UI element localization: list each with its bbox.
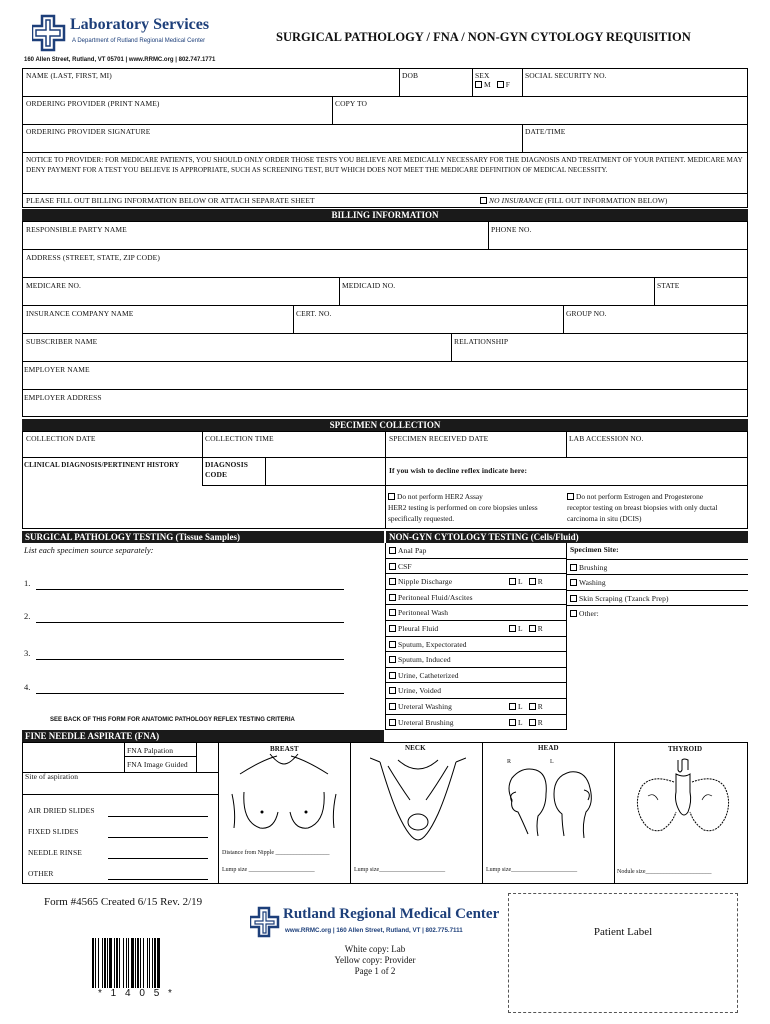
nongyn-checkbox[interactable] <box>389 719 396 726</box>
prep-needle-rinse[interactable]: NEEDLE RINSE <box>28 848 213 862</box>
received-date-label[interactable]: SPECIMEN RECEIVED DATE <box>389 434 489 443</box>
specimen-site-list <box>566 543 748 623</box>
barcode-bar <box>128 938 129 988</box>
nongyn-item[interactable]: Urine, Voided <box>385 683 566 699</box>
fna-image-guided-option[interactable]: FNA Image Guided <box>127 760 188 769</box>
barcode <box>92 938 184 988</box>
left-checkbox[interactable] <box>509 578 516 585</box>
specimen-line-4[interactable]: 4. <box>24 682 354 696</box>
nongyn-checkbox[interactable] <box>389 563 396 570</box>
barcode-bar <box>92 938 94 988</box>
nongyn-checkbox[interactable] <box>389 703 396 710</box>
head-diagram-icon[interactable] <box>488 764 612 844</box>
barcode-bar <box>137 938 139 988</box>
thyroid-label: THYROID <box>668 745 703 753</box>
er-checkbox[interactable] <box>567 493 574 500</box>
datetime-label[interactable]: DATE/TIME <box>525 127 566 136</box>
specimen-site-item[interactable]: Skin Scraping (Tzanck Prep) <box>566 590 748 606</box>
billing-header: BILLING INFORMATION <box>22 209 748 221</box>
yellow-copy: Yellow copy: Provider <box>334 955 416 965</box>
page-title: SURGICAL PATHOLOGY / FNA / NON-GYN CYTOLOGY REQUISITION <box>276 30 691 44</box>
nongyn-list <box>385 543 566 730</box>
nongyn-item[interactable]: Sputum, Induced <box>385 652 566 668</box>
site-checkbox[interactable] <box>570 564 577 571</box>
medicaid-label[interactable]: MEDICAID NO. <box>342 281 396 290</box>
specimen-site-title: Specimen Site: <box>570 545 619 554</box>
barcode-bar <box>107 938 108 988</box>
sex-f-checkbox[interactable] <box>497 81 504 88</box>
copy-distribution <box>300 944 450 977</box>
nongyn-item[interactable]: Ureteral Washing L R <box>385 699 566 715</box>
her2-checkbox[interactable] <box>388 493 395 500</box>
nongyn-checkbox[interactable] <box>389 609 396 616</box>
head-l-label: L <box>550 759 554 765</box>
phone-label[interactable]: PHONE NO. <box>491 225 532 234</box>
form-number: Form #4565 Created 6/15 Rev. 2/19 <box>44 896 203 908</box>
nongyn-item[interactable]: Peritoneal Wash <box>385 605 566 621</box>
name-label[interactable]: NAME (LAST, FIRST, MI) <box>26 71 112 80</box>
nongyn-item[interactable]: Anal Pap <box>385 543 566 559</box>
subscriber-label[interactable]: SUBSCRIBER NAME <box>26 337 98 346</box>
header-logo <box>20 12 250 56</box>
barcode-bar <box>119 938 120 988</box>
billing-block <box>22 221 748 417</box>
barcode-bar <box>123 938 124 988</box>
site-checkbox[interactable] <box>570 595 577 602</box>
right-checkbox[interactable] <box>529 625 536 632</box>
relationship-label[interactable]: RELATIONSHIP <box>454 337 509 346</box>
medicare-notice: NOTICE TO PROVIDER: FOR MEDICARE PATIENTS, YOU SHOULD ONLY ORDER THOSE TESTS YOU BELIEVE ARE MEDICALLY NECESSARY FOR THE DIAGNOSIS AND TREATMENT OF YOUR PATIENT. MEDICARE MAY DENY PAYMENT FOR A TEST YOU BELIEVE IS APPROPRIATE, SUCH AS SCREENING TEST, BUT WHICH DOES NOT MEET THE MEDICARE DEFINITION OF MEDICAL NECESSITY. <box>26 156 743 174</box>
no-insurance-checkbox[interactable] <box>480 197 487 204</box>
nongyn-item[interactable]: Peritoneal Fluid/Ascites <box>385 590 566 606</box>
rrmc-contact: www.RRMC.org | 160 Allen Street, Rutland, VT | 802.775.7111 <box>285 927 463 934</box>
patient-block <box>22 68 748 208</box>
breast-label: BREAST <box>270 745 299 753</box>
responsible-party-label[interactable]: RESPONSIBLE PARTY NAME <box>26 225 127 234</box>
rrmc-name: Rutland Regional Medical Center <box>283 906 500 922</box>
nongyn-checkbox[interactable] <box>389 578 396 585</box>
site-checkbox[interactable] <box>570 579 577 586</box>
neck-label: NECK <box>405 744 426 752</box>
breast-lump-size-field[interactable]: Lump size ______________________ <box>222 867 315 873</box>
collection-date-label[interactable]: COLLECTION DATE <box>26 434 96 443</box>
nongyn-item[interactable]: Ureteral Brushing L R <box>385 715 566 731</box>
nongyn-checkbox[interactable] <box>389 594 396 601</box>
nongyn-checkbox[interactable] <box>389 672 396 679</box>
nongyn-checkbox[interactable] <box>389 625 396 632</box>
reflex-footnote: SEE BACK OF THIS FORM FOR ANATOMIC PATHOLOGY REFLEX TESTING CRITERIA <box>50 717 295 723</box>
specimen-line-1[interactable]: 1. <box>24 578 354 592</box>
breast-diagram-icon[interactable] <box>222 752 346 838</box>
right-checkbox[interactable] <box>529 578 536 585</box>
right-checkbox[interactable] <box>529 703 536 710</box>
surgical-instructions: List each specimen source separately: <box>24 545 154 555</box>
billing-instructions: PLEASE FILL OUT BILLING INFORMATION BELOW OR ATTACH SEPARATE SHEET <box>26 196 315 205</box>
rrmc-cross-logo-icon <box>250 906 280 938</box>
barcode-bar <box>143 938 144 988</box>
state-label[interactable]: STATE <box>657 281 680 290</box>
reflex-title: If you wish to decline reflex indicate here: <box>389 466 528 475</box>
dob-label[interactable]: DOB <box>402 71 419 80</box>
barcode-bar <box>131 938 134 988</box>
her2-decline[interactable]: Do not perform HER2 Assay HER2 testing is performed on core biopsies unless specifically requested. <box>388 492 538 523</box>
surgical-lines <box>24 578 354 698</box>
ordering-provider-label[interactable]: ORDERING PROVIDER (PRINT NAME) <box>26 99 160 108</box>
barcode-bar <box>154 938 156 988</box>
nongyn-checkbox[interactable] <box>389 656 396 663</box>
copy-to-label[interactable]: COPY TO <box>335 99 368 108</box>
white-copy: White copy: Lab <box>344 944 406 954</box>
nongyn-checkbox[interactable] <box>389 547 396 554</box>
barcode-bar <box>149 938 150 988</box>
barcode-bar <box>126 938 127 988</box>
address-label[interactable]: ADDRESS (STREET, STATE, ZIP CODE) <box>26 253 160 262</box>
barcode-bar <box>109 938 112 988</box>
thyroid-diagram-icon[interactable] <box>628 756 738 846</box>
barcode-bar <box>102 938 103 988</box>
specimen-site-item[interactable]: Brushing <box>566 559 748 575</box>
head-lump-size-field[interactable]: Lump size______________________ <box>486 867 578 873</box>
barcode-bar <box>98 938 99 988</box>
left-checkbox[interactable] <box>509 625 516 632</box>
barcode-bar <box>104 938 106 988</box>
head-label: HEAD <box>538 744 559 752</box>
employer-address-label[interactable]: EMPLOYER ADDRESS <box>24 393 102 402</box>
thyroid-nodule-size-field[interactable]: Nodule size______________________ <box>617 869 712 875</box>
prep-other[interactable]: OTHER <box>28 869 213 883</box>
nongyn-header: NON-GYN CYTOLOGY TESTING (Cells/Fluid) <box>386 531 748 543</box>
nongyn-item[interactable]: Urine, Catheterized <box>385 668 566 684</box>
cross-logo-icon <box>32 14 66 52</box>
group-label[interactable]: GROUP NO. <box>566 309 607 318</box>
barcode-bar <box>135 938 136 988</box>
cert-label[interactable]: CERT. NO. <box>296 309 332 318</box>
nongyn-item[interactable]: Pleural Fluid L R <box>385 621 566 637</box>
signature-label[interactable]: ORDERING PROVIDER SIGNATURE <box>26 127 151 136</box>
specimen-site-item[interactable]: Washing <box>566 574 748 590</box>
nongyn-checkbox[interactable] <box>389 687 396 694</box>
sex-label: SEX <box>475 71 490 80</box>
clinical-dx-label[interactable]: CLINICAL DIAGNOSIS/PERTINENT HISTORY <box>24 461 180 469</box>
site-checkbox[interactable] <box>570 610 577 617</box>
sex-m-checkbox[interactable] <box>475 81 482 88</box>
fna-palpation-option[interactable]: FNA Palpation <box>127 746 174 755</box>
ssn-label[interactable]: SOCIAL SECURITY NO. <box>525 71 607 80</box>
neck-diagram-icon[interactable] <box>370 756 466 842</box>
org-name: Laboratory Services <box>70 16 210 33</box>
barcode-bar <box>147 938 148 988</box>
specimen-line-2[interactable]: 2. <box>24 611 354 625</box>
surgical-header: SURGICAL PATHOLOGY TESTING (Tissue Samples) <box>22 531 384 543</box>
distance-nipple-field[interactable]: Distance from Nipple __________________ <box>222 850 330 856</box>
org-contact: 160 Allen Street, Rutland, VT 05701 | www.RRMC.org | 802.747.1771 <box>24 57 216 63</box>
specimen-header: SPECIMEN COLLECTION <box>22 419 748 431</box>
specimen-line-3[interactable]: 3. <box>24 648 354 662</box>
accession-label[interactable]: LAB ACCESSION NO. <box>569 434 644 443</box>
neck-lump-size-field[interactable]: Lump size______________________ <box>354 867 446 873</box>
left-checkbox[interactable] <box>509 719 516 726</box>
right-checkbox[interactable] <box>529 719 536 726</box>
site-aspiration-label[interactable]: Site of aspiration <box>25 772 79 781</box>
employer-label[interactable]: EMPLOYER NAME <box>24 365 90 374</box>
fna-prep-list <box>28 806 213 884</box>
er-decline[interactable]: Do not perform Estrogen and Progesterone receptor testing on breast biopsies with only ductal carcinoma in situ (DCIS) <box>567 492 718 523</box>
patient-label-text: Patient Label <box>593 926 653 938</box>
fna-header: FINE NEEDLE ASPIRATE (FNA) <box>22 730 384 742</box>
insurance-label[interactable]: INSURANCE COMPANY NAME <box>26 309 134 318</box>
barcode-text: * 1 4 0 5 * <box>98 988 175 999</box>
no-insurance-option[interactable]: NO INSURANCE (FILL OUT INFORMATION BELOW) <box>480 196 668 205</box>
prep-air-dried[interactable]: AIR DRIED SLIDES <box>28 806 213 820</box>
nongyn-item[interactable]: CSF <box>385 559 566 575</box>
sex-options[interactable]: M F <box>475 80 510 89</box>
barcode-bar <box>157 938 160 988</box>
head-r-label: R <box>507 759 512 765</box>
barcode-bar <box>152 938 153 988</box>
barcode-bar <box>95 938 96 988</box>
barcode-bar <box>140 938 141 988</box>
page-number: Page 1 of 2 <box>354 966 396 976</box>
specimen-site-item[interactable]: Other: <box>566 605 748 621</box>
patient-label-box[interactable] <box>508 893 738 1013</box>
barcode-bar <box>114 938 115 988</box>
medicare-label[interactable]: MEDICARE NO. <box>26 281 81 290</box>
nongyn-item[interactable]: Sputum, Expectorated <box>385 637 566 653</box>
collection-time-label[interactable]: COLLECTION TIME <box>205 434 274 443</box>
prep-fixed[interactable]: FIXED SLIDES <box>28 827 213 841</box>
barcode-bar <box>116 938 118 988</box>
nongyn-item[interactable]: Nipple Discharge L R <box>385 574 566 590</box>
dx-code-label[interactable]: DIAGNOSIS CODE <box>205 460 248 479</box>
org-sub: A Department of Rutland Regional Medical Center <box>72 38 206 44</box>
left-checkbox[interactable] <box>509 703 516 710</box>
nongyn-checkbox[interactable] <box>389 641 396 648</box>
